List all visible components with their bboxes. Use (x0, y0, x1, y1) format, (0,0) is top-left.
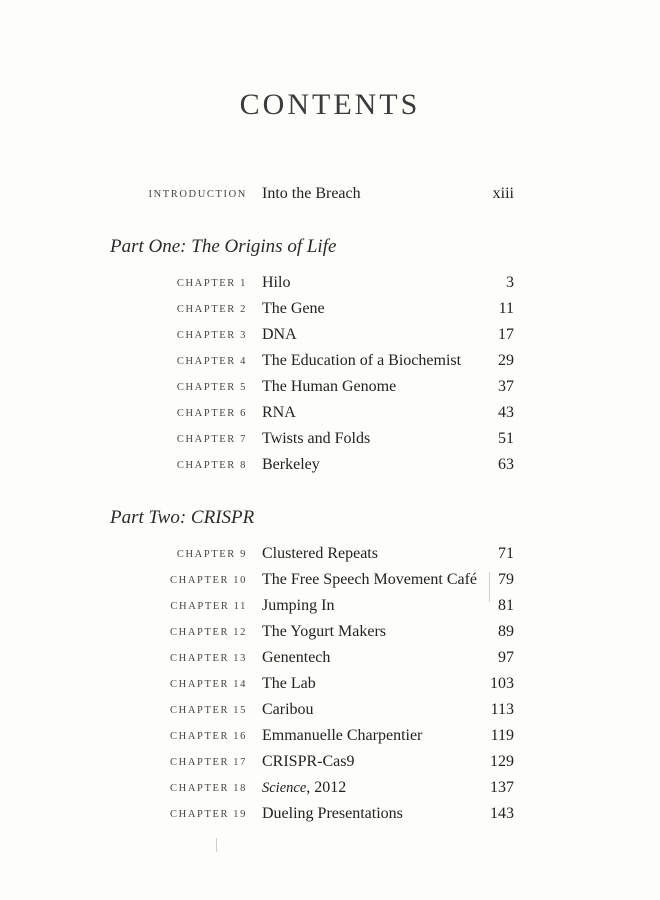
toc-entry[interactable] (0, 571, 660, 593)
toc-entry[interactable] (0, 779, 660, 801)
entry-label: CHAPTER 5 (176, 382, 247, 393)
entry-title: Berkeley (262, 456, 320, 473)
entry-title: Jumping In (262, 597, 335, 614)
entry-page: 51 (498, 430, 514, 447)
entry-page: 11 (498, 300, 514, 317)
entry-label: CHAPTER 17 (170, 757, 247, 768)
entry-title: Hilo (262, 274, 291, 291)
toc-entry[interactable] (0, 430, 660, 452)
entry-page: 79 (498, 571, 514, 588)
entry-title: The Human Genome (262, 378, 397, 395)
entry-label: CHAPTER 6 (176, 408, 247, 419)
toc-entry[interactable] (0, 623, 660, 645)
page-title: CONTENTS (239, 88, 421, 121)
entry-label: CHAPTER 1 (176, 278, 247, 289)
toc-entry[interactable] (0, 300, 660, 322)
entry-title: Twists and Folds (262, 430, 371, 447)
toc-entry[interactable] (0, 753, 660, 775)
entry-title-rest: , 2012 (306, 779, 347, 796)
toc-entry[interactable] (0, 805, 660, 827)
entry-page: 97 (498, 649, 514, 666)
entry-title: The Gene (262, 300, 325, 317)
entry-title: DNA (262, 326, 297, 343)
entry-title: The Education of a Biochemist (262, 352, 462, 369)
entry-label: CHAPTER 8 (176, 460, 247, 471)
toc-entry[interactable] (0, 404, 660, 426)
part-heading: Part Two: CRISPR (110, 507, 255, 528)
entry-page: 89 (498, 623, 514, 640)
entry-page: 37 (498, 378, 514, 395)
entry-page: 137 (490, 779, 514, 796)
entry-title: The Yogurt Makers (262, 623, 386, 640)
entry-page: xiii (492, 185, 514, 202)
toc-entry[interactable] (0, 701, 660, 723)
entry-page: 113 (490, 701, 514, 718)
entry-title-italic: Science (262, 780, 307, 796)
toc-entry[interactable] (0, 545, 660, 567)
toc-entry[interactable] (0, 274, 660, 296)
scan-mark (489, 572, 490, 602)
entry-label: CHAPTER 3 (176, 330, 247, 341)
entry-title: Caribou (262, 701, 314, 718)
entry-label: CHAPTER 18 (170, 783, 247, 794)
toc-entry[interactable] (0, 326, 660, 348)
entry-label: CHAPTER 10 (170, 575, 247, 586)
entry-title: Dueling Presentations (262, 805, 403, 822)
entry-page: 29 (498, 352, 514, 369)
toc-entry[interactable] (0, 675, 660, 697)
entry-title: The Lab (262, 675, 316, 692)
entry-page: 17 (498, 326, 514, 343)
entry-page: 63 (498, 456, 514, 473)
part-heading: Part One: The Origins of Life (110, 236, 337, 257)
entry-label: CHAPTER 13 (170, 653, 247, 664)
entry-page: 81 (498, 597, 514, 614)
entry-label: CHAPTER 16 (170, 731, 247, 742)
entry-label: CHAPTER 11 (170, 601, 247, 612)
scan-mark (216, 838, 217, 852)
entry-label: CHAPTER 15 (170, 705, 247, 716)
entry-label: CHAPTER 7 (176, 434, 247, 445)
entry-title: Genentech (262, 649, 331, 666)
entry-page: 143 (490, 805, 514, 822)
entry-page: 103 (490, 675, 514, 692)
toc-entry[interactable] (0, 352, 660, 374)
entry-label: CHAPTER 4 (176, 356, 247, 367)
entry-title: Into the Breach (262, 185, 361, 202)
entry-page: 71 (498, 545, 514, 562)
entry-label: CHAPTER 14 (170, 679, 247, 690)
entry-page: 119 (490, 727, 514, 744)
toc-entry-introduction[interactable] (0, 185, 660, 207)
entry-label: INTRODUCTION (148, 189, 247, 200)
entry-label: CHAPTER 9 (176, 549, 247, 560)
toc-entry[interactable] (0, 456, 660, 478)
toc-entry[interactable] (0, 727, 660, 749)
entry-page: 3 (506, 274, 514, 291)
entry-title: The Free Speech Movement Café (262, 571, 478, 588)
entry-label: CHAPTER 2 (176, 304, 247, 315)
toc-entry[interactable] (0, 649, 660, 671)
entry-title: CRISPR-Cas9 (262, 753, 355, 770)
toc-entry[interactable] (0, 597, 660, 619)
entry-page: 129 (490, 753, 514, 770)
entry-title: Emmanuelle Charpentier (262, 727, 423, 744)
entry-page: 43 (498, 404, 514, 421)
toc-entry[interactable] (0, 378, 660, 400)
entry-title: RNA (262, 404, 296, 421)
entry-label: CHAPTER 19 (170, 809, 247, 820)
entry-label: CHAPTER 12 (170, 627, 247, 638)
entry-title: Clustered Repeats (262, 545, 378, 562)
entry-title (262, 779, 346, 797)
